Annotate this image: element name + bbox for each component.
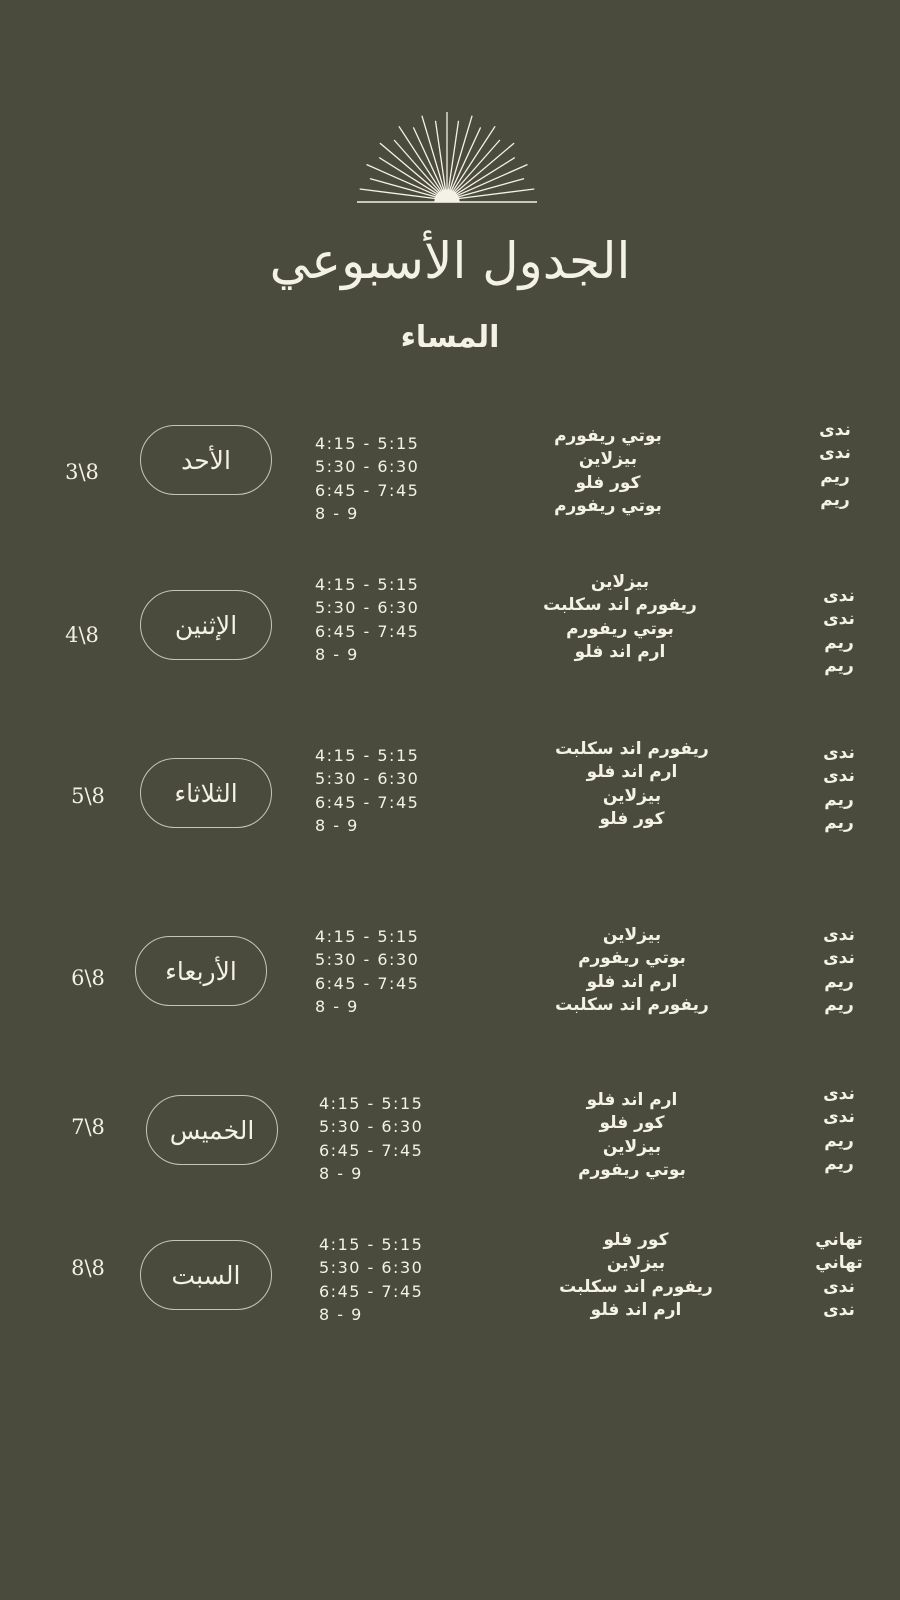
instructor-name: ندى	[823, 948, 855, 969]
class-name: بوتي ريفورم	[578, 1159, 686, 1180]
class-name: بوتي ريفورم	[578, 948, 686, 969]
time-slot: 5:30 - 6:30	[319, 1117, 424, 1137]
instructor-name: ريم	[824, 994, 854, 1015]
time-slot: 6:45 - 7:45	[319, 1140, 424, 1160]
class-name: كور فلو	[599, 1113, 665, 1134]
time-slots	[315, 744, 475, 837]
instructor-name: ريم	[824, 971, 854, 992]
instructor-names	[790, 419, 880, 512]
instructor-name: ريم	[824, 812, 854, 833]
time-slots	[315, 925, 475, 1018]
time-slot: 8 - 9	[319, 1304, 363, 1324]
instructor-names	[794, 585, 884, 678]
class-name: كور فلو	[599, 808, 665, 829]
instructor-name: ريم	[820, 489, 850, 510]
class-name: ريفورم اند سكلبت	[559, 1276, 713, 1297]
class-name: بيزلاين	[602, 1136, 662, 1157]
time-slot: 5:30 - 6:30	[315, 457, 420, 477]
instructor-name: ريم	[820, 466, 850, 487]
instructor-name: ندى	[823, 1276, 855, 1297]
time-slots	[315, 432, 475, 525]
time-slot: 8 - 9	[315, 644, 359, 664]
class-name: ريفورم اند سكلبت	[543, 595, 697, 616]
page-title: الجدول الأسبوعي	[269, 232, 631, 290]
time-slot: 5:30 - 6:30	[319, 1258, 424, 1278]
instructor-names	[794, 924, 884, 1017]
instructor-names	[794, 1229, 884, 1322]
instructor-name: ندى	[819, 420, 851, 440]
day-date: 4\8	[65, 623, 99, 647]
day-date: 5\8	[71, 784, 105, 808]
class-name: بوتي ريفورم	[554, 495, 662, 516]
time-slot: 6:45 - 7:45	[315, 621, 420, 641]
class-name: بيزلاين	[602, 785, 662, 806]
day-row-tuesday	[0, 739, 900, 860]
day-name-pill: الأحد	[140, 425, 272, 495]
time-slot: 6:45 - 7:45	[315, 792, 420, 812]
instructor-name: ندى	[823, 1084, 855, 1104]
day-name-pill: الإثنين	[140, 590, 272, 660]
time-slot: 4:15 - 5:15	[319, 1235, 424, 1254]
day-row-wednesday	[0, 925, 900, 1040]
class-name: بيزلاين	[606, 1253, 666, 1274]
day-name-pill: الأربعاء	[135, 936, 267, 1006]
day-row-saturday	[0, 1230, 900, 1350]
class-names	[502, 1089, 762, 1182]
time-slots	[319, 1233, 479, 1326]
time-slot: 8 - 9	[315, 503, 359, 523]
day-date: 7\8	[71, 1115, 105, 1139]
time-slot: 6:45 - 7:45	[315, 973, 420, 993]
instructor-name: ندى	[823, 766, 855, 787]
time-slot: 5:30 - 6:30	[315, 950, 420, 970]
time-slots	[315, 573, 475, 666]
class-name: ارم اند فلو	[586, 762, 678, 783]
instructor-names	[794, 1083, 884, 1176]
day-row-monday	[0, 572, 900, 697]
class-name: ارم اند فلو	[590, 1299, 682, 1320]
time-slot: 4:15 - 5:15	[319, 1094, 424, 1113]
time-slots	[319, 1092, 479, 1185]
page-subtitle: المساء	[400, 320, 500, 355]
time-slot: 5:30 - 6:30	[315, 598, 420, 618]
time-slot: 4:15 - 5:15	[315, 927, 420, 946]
class-name: بيزلاين	[590, 572, 650, 592]
day-name-pill: الخميس	[146, 1095, 278, 1165]
instructor-name: ندى	[819, 443, 851, 464]
instructor-name: ريم	[824, 789, 854, 810]
day-date: 3\8	[65, 460, 99, 484]
class-names	[478, 425, 738, 518]
class-name: بيزلاين	[602, 925, 662, 945]
instructor-name: ندى	[823, 586, 855, 606]
class-name: بيزلاين	[578, 449, 638, 470]
class-name: ريفورم اند سكلبت	[555, 739, 709, 759]
instructor-name: تهاني	[815, 1230, 863, 1250]
instructor-name: ريم	[824, 1130, 854, 1151]
instructor-name: تهاني	[815, 1253, 863, 1274]
time-slot: 4:15 - 5:15	[315, 746, 420, 765]
class-name: ارم اند فلو	[586, 1090, 678, 1110]
class-names	[502, 738, 762, 831]
instructor-name: ندى	[823, 743, 855, 763]
class-name: ارم اند فلو	[586, 971, 678, 992]
time-slot: 8 - 9	[315, 996, 359, 1016]
time-slot: 4:15 - 5:15	[315, 434, 420, 453]
class-name: ارم اند فلو	[574, 641, 666, 662]
class-names	[490, 571, 750, 664]
instructor-name: ندى	[823, 925, 855, 945]
time-slot: 4:15 - 5:15	[315, 575, 420, 594]
instructor-name: ريم	[824, 1153, 854, 1174]
time-slot: 6:45 - 7:45	[319, 1281, 424, 1301]
class-name: ريفورم اند سكلبت	[555, 994, 709, 1015]
sunburst-icon	[357, 110, 537, 205]
instructor-name: ندى	[823, 609, 855, 630]
day-row-sunday	[0, 420, 900, 535]
day-name-pill: السبت	[140, 1240, 272, 1310]
time-slot: 5:30 - 6:30	[315, 769, 420, 789]
instructor-name: ريم	[824, 655, 854, 676]
class-name: بوتي ريفورم	[554, 426, 662, 446]
instructor-name: ريم	[824, 632, 854, 653]
day-date: 6\8	[71, 966, 105, 990]
class-name: بوتي ريفورم	[566, 618, 674, 639]
time-slot: 8 - 9	[315, 815, 359, 835]
time-slot: 6:45 - 7:45	[315, 480, 420, 500]
day-name-pill: الثلاثاء	[140, 758, 272, 828]
day-row-thursday	[0, 1084, 900, 1205]
day-date: 8\8	[71, 1256, 105, 1280]
class-names	[502, 924, 762, 1017]
class-name: كور فلو	[603, 1230, 669, 1250]
instructor-name: ندى	[823, 1107, 855, 1128]
instructor-name: ندى	[823, 1299, 855, 1320]
class-name: كور فلو	[575, 472, 641, 493]
instructor-names	[794, 742, 884, 835]
class-names	[506, 1229, 766, 1322]
time-slot: 8 - 9	[319, 1163, 363, 1183]
